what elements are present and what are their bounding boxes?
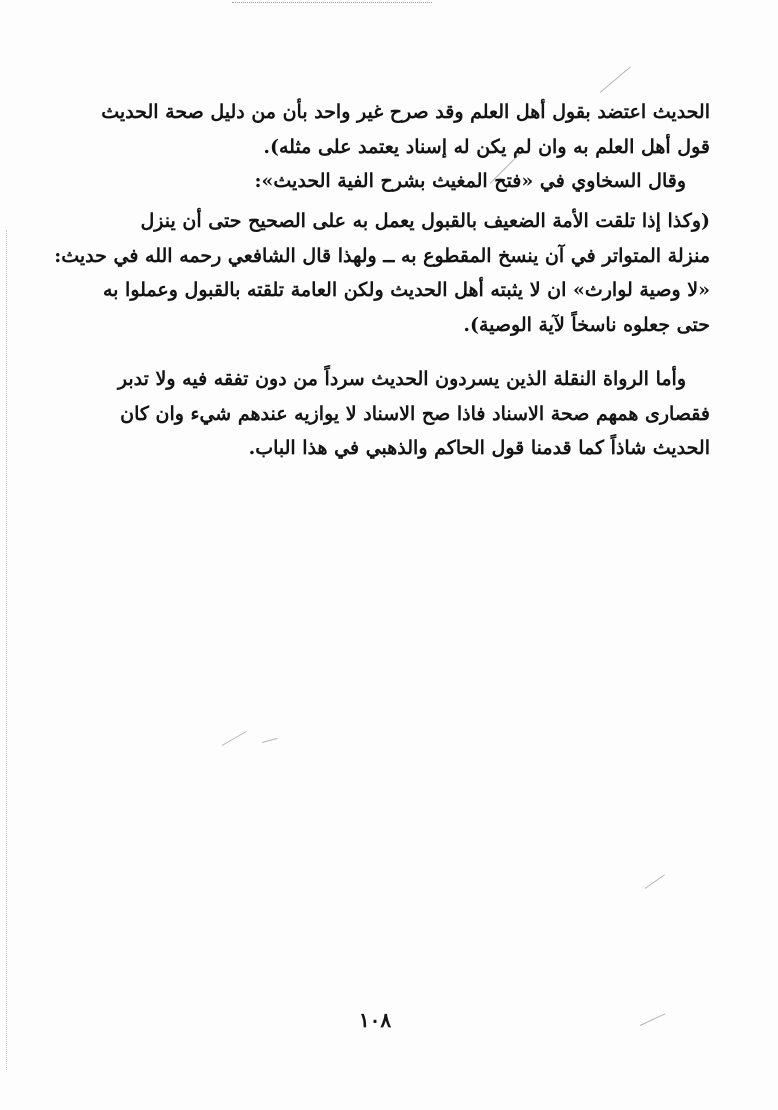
paragraph-1 (90, 95, 710, 199)
scan-mark (262, 738, 278, 743)
text-line: فقصارى همهم صحة الاسناد فاذا صح الاسناد لا يوازيه عندهم شيء وان كان (120, 402, 710, 425)
text-line: منزلة المتواتر في آن ينسخ المقطوع به ــ ولهذا قال الشافعي رحمه الله في حديث: (54, 244, 710, 267)
text-line: وأما الرواة النقلة الذين يسردون الحديث سرداً من دون تفقه فيه ولا تدبر (117, 368, 686, 390)
left-scan-edge (6, 230, 8, 1070)
text-line: (وكذا إذا تلقت الأمة الضعيف بالقبول يعمل به على الصحيح حتى أن ينزل (140, 210, 710, 232)
paragraph-3 (90, 362, 710, 466)
top-edge-rule (232, 2, 432, 4)
text-line: «لا وصية لوارث» ان لا يثبته أهل الحديث ولكن العامة تلقته بالقبول وعملوا به (102, 279, 710, 301)
text-line: قول أهل العلم به وان لم يكن له إسناد يعتمد على مثله). (263, 135, 710, 158)
scan-mark (640, 1013, 666, 1026)
paragraph-2 (54, 204, 710, 342)
scan-mark (222, 731, 247, 746)
text-line: الحديث اعتضد بقول أهل العلم وقد صرح غير واحد بأن من دليل صحة الحديث (101, 101, 710, 123)
scan-mark (600, 66, 631, 92)
page-number: ١٠٨ (358, 1008, 392, 1032)
text-line: الحديث شاذاً كما قدمنا قول الحاكم والذهبي في هذا الباب. (248, 437, 710, 459)
text-line: وقال السخاوي في «فتح المغيث بشرح الفية الحديث»: (254, 170, 686, 192)
scan-mark (645, 874, 665, 889)
text-line: حتى جعلوه ناسخاً لآية الوصية). (463, 313, 710, 336)
